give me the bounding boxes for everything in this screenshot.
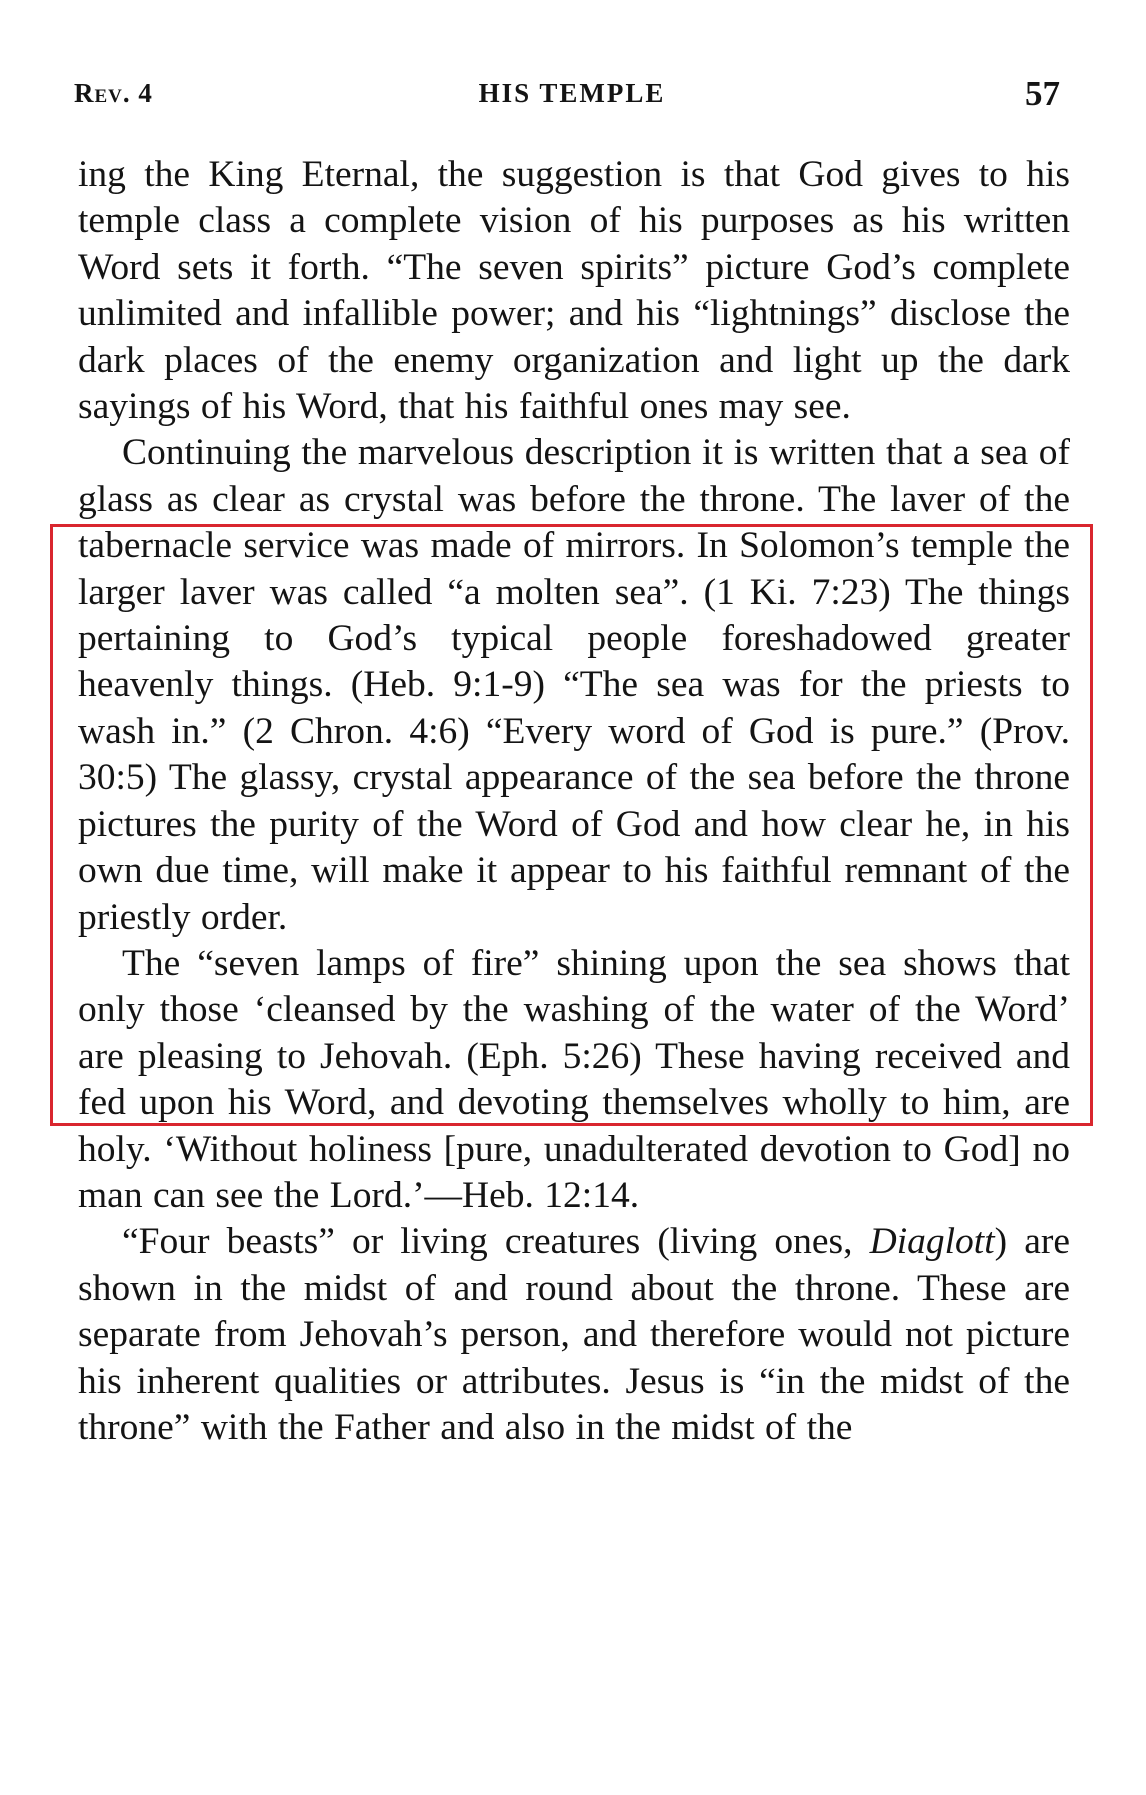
- paragraph-4-rest: ) are shown in the midst of and round about the throne. These are separate from Jehovah’s person, and therefore would not picture his inherent qualities or attributes. Jesus is “in the midst of the throne” with the Father and also in the midst of the: [78, 1221, 1071, 1448]
- paragraph-4: [78, 1219, 1070, 1451]
- body-text: [78, 152, 1070, 1451]
- diaglott-italic: Diaglott: [869, 1221, 995, 1263]
- page-title: HIS TEMPLE: [478, 78, 666, 108]
- running-head: [74, 72, 1070, 120]
- paragraph-2-highlighted: Continuing the marvelous description it is written that a sea of glass as clear as crystal was before the throne. The laver of the tabernacle service was made of mirrors. In Solomon’s temple the larger laver was called “a molten sea”. (1 Ki. 7:23) The things pertaining to God’s typical people foreshadowed greater heavenly things. (Heb. 9:1-9) “The sea was for the priests to wash in.” (2 Chron. 4:6) “Every word of God is pure.” (Prov. 30:5) The glassy, crystal appearance of the sea before the throne pictures the purity of the Word of God and how clear he, in his own due time, will make it appear to his faithful remnant of the priestly order.: [78, 432, 1070, 938]
- paragraph-3: The “seven lamps of fire” shining upon the sea shows that only those ‘cleansed by the washing of the water of the Word’ are pleasing to Jehovah. (Eph. 5:26) These having received and fed upon his Word, and devoting themselves wholly to him, are holy. ‘Without holiness [pure, unadulterated devotion to God] no man can see the Lord.’—Heb. 12:14.: [78, 942, 1070, 1216]
- paragraph-4-start: “Four beasts” or living creatures (living ones,: [122, 1221, 870, 1263]
- paragraph-1: ing the King Eternal, the suggestion is that God gives to his temple class a complete vision of his purposes as his written Word sets it forth. “The seven spirits” picture God’s complete unlimited and infallible power; and his “lightnings” disclose the dark places of the enemy organization and light up the dark sayings of his Word, that his faithful ones may see.: [78, 154, 1070, 428]
- page-number: 57: [1025, 74, 1060, 113]
- chapter-reference: Rev. 4: [74, 78, 153, 108]
